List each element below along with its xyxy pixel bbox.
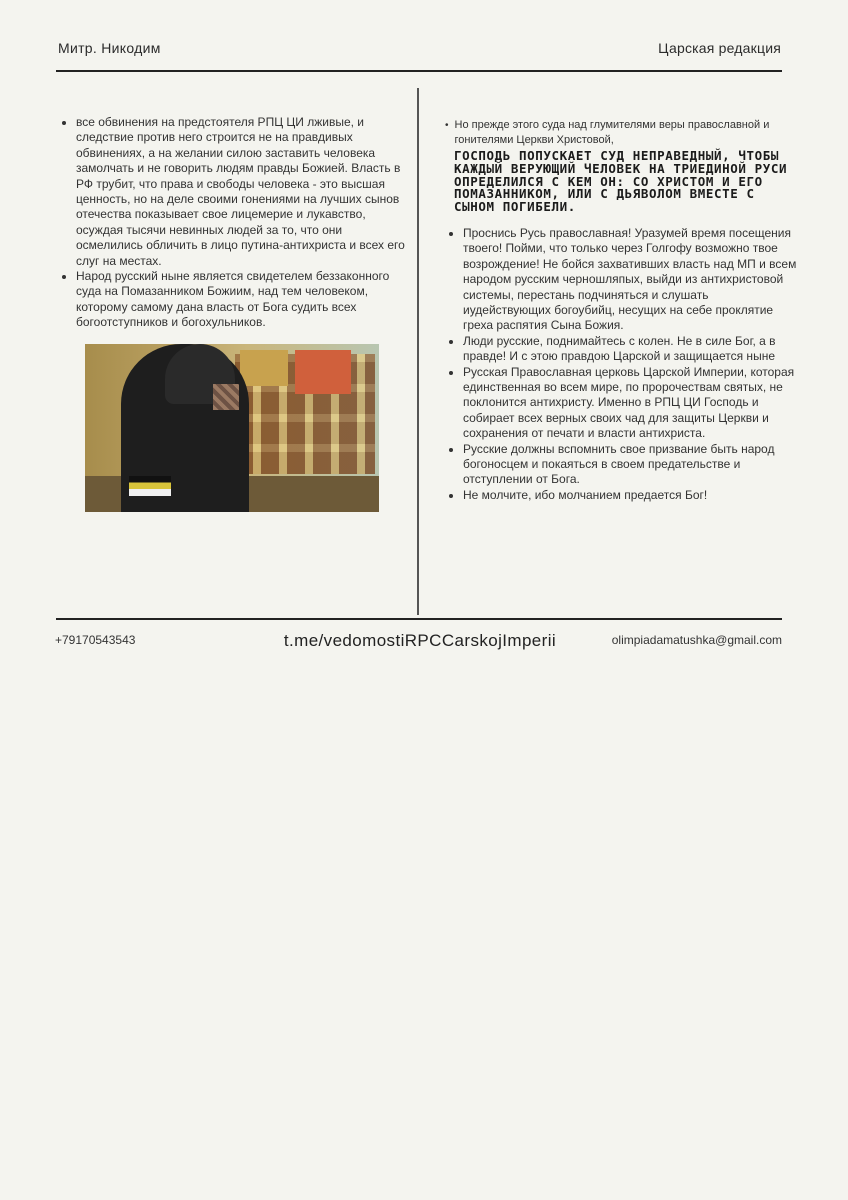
article-photo <box>85 344 379 512</box>
list-item: • Русские должны вспомнить свое призвание быть народ богоносцем и покаяться в своем предательстве и отступлении от Бога. <box>463 442 797 488</box>
blurred-face <box>213 384 239 410</box>
right-column <box>445 118 797 503</box>
list-item: • Люди русские, поднимайтесь с колен. Не в силе Бог, а в правде! И с этою правдою Царской и защищается ныне <box>463 334 797 365</box>
left-column <box>58 115 406 512</box>
contact-email[interactable]: olimpiadamatushka@gmail.com <box>611 633 782 647</box>
intro-text: Но прежде этого суда над глумителями веры православной и гонителями Церкви Христовой, <box>454 119 770 146</box>
icon-frame <box>295 350 351 394</box>
flag-patch <box>129 476 171 496</box>
left-bullet-list <box>58 115 406 331</box>
list-item: • Проснись Русь православная! Уразумей время посещения твоего! Пойми, что только через Голгофу возможно твое возрождение! Не бойся захвативших власть над МП и всем народом русским черношляпых, выйди из антихристовой системы, перестань подчиняться и слушать иудействующих богоубийц, несущих на себе проклятие греха распятия Сына Божия. <box>463 226 797 334</box>
list-item: • Не молчите, ибо молчанием предается Бог! <box>463 488 797 503</box>
footer-divider <box>56 618 782 620</box>
intro-line <box>445 118 797 148</box>
column-divider <box>417 88 419 615</box>
author-name: Митр. Никодим <box>58 40 161 56</box>
contact-phone: +79170543543 <box>55 633 136 647</box>
right-bullet-list <box>445 226 797 503</box>
icon-frame <box>240 350 288 386</box>
bullet-icon: • <box>445 120 449 131</box>
headline: ГОСПОДЬ ПОПУСКАЕТ СУД НЕПРАВЕДНЫЙ, ЧТОБЫ КАЖДЫЙ ВЕРУЮЩИЙ ЧЕЛОВЕК НА ТРИЕДИНОЙ РУСИ ОПРЕДЕЛИЛСЯ С КЕМ ОН: СО ХРИСТОМ И ЕГО ПОМАЗАННИКОМ, ИЛИ С ДЬЯВОЛОМ ВМЕСТЕ С СЫНОМ ПОГИБЕЛИ. <box>454 148 788 215</box>
header-divider <box>56 70 782 72</box>
edition-label: Царская редакция <box>658 40 781 56</box>
list-item: • все обвинения на предстоятеля РПЦ ЦИ лживые, и следствие против него строится не на правдивых обвинениях, а на желании силою заставить человека замолчать и не говорить людям правды Божией. Власть в РФ трубит, что права и свободы человека - это высшая ценность, но на деле своими гонениями на лучших сынов отечества показывает свое лицемерие и лукавство, осуждая тысячи невинных людей за то, что они осмелились обличить в лицо путина-антихриста и всех его слуг на местах. <box>76 115 406 269</box>
telegram-link[interactable]: t.me/vedomostiRPCCarskojImperii <box>283 631 557 650</box>
list-item: • Народ русский ныне является свидетелем беззаконного суда на Помазанником Божиим, над тем человеком, которому самому дана власть от Бога судить всех богоотступников и богохульников. <box>76 269 406 331</box>
list-item: • Русская Православная церковь Царской Империи, которая единственная во всем мире, по пророчествам святых, не поклонится антихристу. Именно в РПЦ ЦИ Господь и собирает всех верных своих чад для защиты Церкви и сохранения от печати и власти антихриста. <box>463 365 797 442</box>
